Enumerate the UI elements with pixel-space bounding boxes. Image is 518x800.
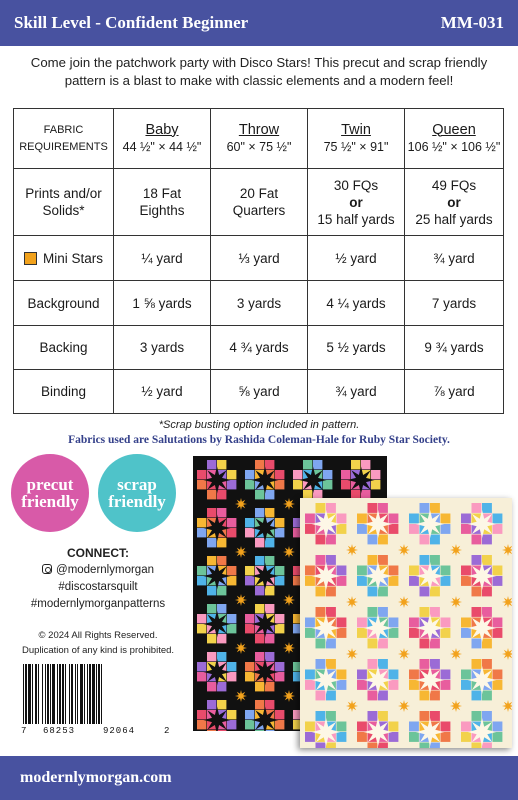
prints-throw: 20 Fat Quarters [211,169,308,236]
header-bar [0,0,518,46]
legal-notice [0,628,196,658]
mini-stars-label: Mini Stars [14,236,114,281]
copyright: © 2024 All Rights Reserved. [38,630,158,641]
scrap-footnote: *Scrap busting option included in pattern. [158,419,360,431]
barcode: 7 68253 92064 2 [21,664,171,744]
size-throw: Throw 60" × 75 ½" [211,109,308,169]
prints-label: Prints and/or Solids* [14,169,114,236]
table-cell: 3 yards [211,281,308,326]
barcode-bars [21,664,171,726]
footer-bar [0,756,518,800]
connect-section [0,545,196,613]
fabric-requirements-table [13,108,504,414]
table-cell: ½ yard [308,236,405,281]
skill-level: Skill Level - Confident Beginner [14,13,249,32]
table-cell: 1 ⅝ yards [114,281,211,326]
table-cell: 9 ¾ yards [405,326,504,370]
precut-friendly-badge: precut friendly [11,454,89,532]
table-cell: ¼ yard [114,236,211,281]
table-row [14,326,504,370]
table-row [14,370,504,414]
prints-queen: 49 FQs or 25 half yards [405,169,504,236]
pattern-code: MM-031 [440,13,504,32]
hashtag-patterns: #modernlymorganpatterns [30,598,166,610]
size-baby: Baby 44 ½" × 44 ½" [114,109,211,169]
mini-stars-swatch [24,252,37,265]
table-cell: ¾ yard [308,370,405,414]
table-cell: 7 yards [405,281,504,326]
binding-label: Binding [14,370,114,414]
scrap-friendly-badge: scrap friendly [98,454,176,532]
table-row [14,236,504,281]
instagram-handle: @modernlymorgan [0,562,196,579]
table-row [14,281,504,326]
connect-title: CONNECT: [67,546,129,560]
table-header-row [14,109,504,169]
size-twin: Twin 75 ½" × 91" [308,109,405,169]
prints-baby: 18 Fat Eighths [114,169,211,236]
table-cell: ⅓ yard [211,236,308,281]
fabrics-credit: Fabrics used are Salutations by Rashida Coleman-Hale for Ruby Star Society. [68,434,450,446]
table-cell: ⅞ yard [405,370,504,414]
intro-text: Come join the patchwork party with Disco Stars! This precut and scrap friendly pattern is a blast to make with classic elements and a modern feel! [30,55,488,88]
quilt-image-light [300,498,512,748]
background-label: Background [14,281,114,326]
table-cell: ¾ yard [405,236,504,281]
table-row [14,169,504,236]
size-queen: Queen 106 ½" × 106 ½" [405,109,504,169]
table-cell: 3 yards [114,326,211,370]
prints-twin: 30 FQs or 15 half yards [308,169,405,236]
table-cell: ⅝ yard [211,370,308,414]
website-link[interactable]: modernlymorgan.com [20,769,172,786]
hashtag-quilt: #discostarsquilt [58,581,138,593]
backing-label: Backing [14,326,114,370]
table-cell: 4 ¼ yards [308,281,405,326]
duplication-notice: Duplication of any kind is prohibited. [21,645,175,656]
table-cell: 5 ½ yards [308,326,405,370]
table-cell: 4 ¾ yards [211,326,308,370]
table-cell: ½ yard [114,370,211,414]
requirements-label: FABRIC REQUIREMENTS [14,109,114,169]
instagram-icon [42,564,52,574]
